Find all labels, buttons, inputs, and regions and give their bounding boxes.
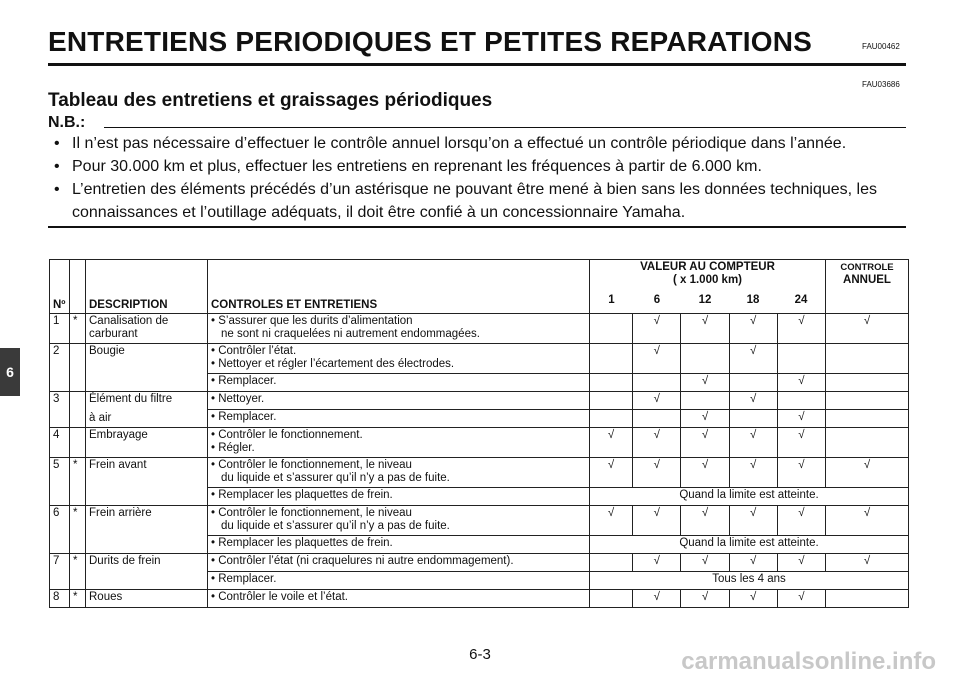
section-title: Tableau des entretiens et graissages périodiques <box>48 90 493 111</box>
header-annual <box>826 260 909 314</box>
cell-annual <box>826 410 909 428</box>
check-mark: √ <box>590 458 633 488</box>
row-controls: • Contrôler l’état (ni craquelures ni autre endommagement). <box>208 554 590 572</box>
row-no: 7 <box>50 554 70 590</box>
header-no: Nº <box>50 260 70 314</box>
row-controls: • Nettoyer. <box>208 392 590 410</box>
row-controls: • Remplacer. <box>208 572 590 590</box>
description-line: à air <box>89 412 112 424</box>
cell-1 <box>590 554 633 572</box>
table-row <box>50 506 909 536</box>
row-controls <box>208 344 590 374</box>
check-mark: √ <box>729 344 777 374</box>
check-mark: √ <box>633 344 681 374</box>
row-description <box>86 314 208 344</box>
table-row <box>50 314 909 344</box>
check-mark: √ <box>729 554 777 572</box>
watermark: carmanualsonline.info <box>681 648 936 675</box>
check-mark: √ <box>681 458 729 488</box>
control-line: • Contrôler le fonctionnement. <box>211 429 363 441</box>
check-mark: √ <box>633 554 681 572</box>
row-controls <box>208 458 590 488</box>
note-bottom-rule <box>48 226 906 228</box>
row-star: * <box>70 314 86 344</box>
header-meter <box>590 260 826 314</box>
maintenance-table <box>49 259 909 608</box>
cell-annual <box>826 374 909 392</box>
row-description: Frein arrière <box>86 506 208 554</box>
row-controls: • Remplacer les plaquettes de frein. <box>208 488 590 506</box>
check-mark: √ <box>777 428 825 458</box>
control-line: • Régler. <box>211 442 255 454</box>
interval-note: Quand la limite est atteinte. <box>590 536 909 554</box>
control-line: • S’assurer que les durits d’alimentation <box>211 315 413 327</box>
cell-12 <box>681 392 729 410</box>
meter-label: VALEUR AU COMPTEUR <box>640 261 775 273</box>
check-mark: √ <box>777 374 825 392</box>
check-mark: √ <box>590 428 633 458</box>
description-line: Élément du filtre <box>89 393 173 405</box>
title-rule <box>48 63 906 66</box>
row-description: Durits de frein <box>86 554 208 590</box>
control-line: ne sont ni craquelées ni autrement endommagées. <box>221 328 480 340</box>
table-row <box>50 392 909 410</box>
check-mark: √ <box>729 428 777 458</box>
note-label: N.B.: <box>48 114 86 131</box>
cell-1 <box>590 392 633 410</box>
control-line: • Contrôler l’état. <box>211 345 297 357</box>
check-mark: √ <box>633 428 681 458</box>
km-1: 1 <box>608 294 615 306</box>
check-mark: √ <box>826 554 909 572</box>
cell-12 <box>681 344 729 374</box>
row-no: 3 <box>50 392 70 428</box>
row-star <box>70 392 86 428</box>
cell-6 <box>633 410 681 428</box>
cell-1 <box>590 410 633 428</box>
check-mark: √ <box>826 314 909 344</box>
cell-6 <box>633 374 681 392</box>
interval-note: Quand la limite est atteinte. <box>590 488 909 506</box>
row-no: 2 <box>50 344 70 392</box>
check-mark: √ <box>826 506 909 536</box>
check-mark: √ <box>729 506 777 536</box>
reference-code: FAU00462 <box>862 42 900 51</box>
cell-annual <box>826 428 909 458</box>
check-mark: √ <box>729 392 777 410</box>
km-6: 6 <box>653 294 661 306</box>
check-mark: √ <box>633 392 681 410</box>
table-row <box>50 344 909 374</box>
check-mark: √ <box>633 590 681 608</box>
description-line: carburant <box>89 328 138 340</box>
interval-note: Tous les 4 ans <box>590 572 909 590</box>
cell-18 <box>729 410 777 428</box>
cell-18 <box>729 374 777 392</box>
header-controls: CONTROLES ET ENTRETIENS <box>208 260 590 314</box>
note-top-rule <box>104 127 906 128</box>
row-no: 6 <box>50 506 70 554</box>
check-mark: √ <box>777 458 825 488</box>
note-item: • L’entretien des éléments précédés d’un astérisque ne pouvant être mené à bien sans les données techniques, les connaissances et l’outillage adéquats, il doit être confié à un concessionnaire Yamaha. <box>48 178 908 224</box>
cell-24 <box>777 344 825 374</box>
section-reference-code: FAU03686 <box>862 80 900 89</box>
check-mark: √ <box>590 506 633 536</box>
row-no: 5 <box>50 458 70 506</box>
check-mark: √ <box>681 410 729 428</box>
annual-line-2: ANNUEL <box>843 274 891 286</box>
check-mark: √ <box>633 458 681 488</box>
page-title: ENTRETIENS PERIODIQUES ET PETITES REPARATIONS <box>48 26 813 57</box>
check-mark: √ <box>681 506 729 536</box>
cell-annual <box>826 344 909 374</box>
check-mark: √ <box>729 314 777 344</box>
cell-annual <box>826 590 909 608</box>
check-mark: √ <box>729 458 777 488</box>
check-mark: √ <box>681 374 729 392</box>
row-description: Roues <box>86 590 208 608</box>
control-line: • Contrôler le fonctionnement, le niveau <box>211 507 412 519</box>
km-18: 18 <box>746 294 760 306</box>
cell-1 <box>590 590 633 608</box>
table-row <box>50 458 909 488</box>
control-line: • Contrôler le fonctionnement, le niveau <box>211 459 412 471</box>
check-mark: √ <box>681 428 729 458</box>
check-mark: √ <box>633 506 681 536</box>
check-mark: √ <box>777 554 825 572</box>
note-item: • Pour 30.000 km et plus, effectuer les entretiens en reprenant les fréquences à partir de 6.000 km. <box>48 155 908 178</box>
cell-1 <box>590 314 633 344</box>
cell-24 <box>777 392 825 410</box>
chapter-tab: 6 <box>0 348 20 396</box>
note-item: • Il n’est pas nécessaire d’effectuer le contrôle annuel lorsqu’on a effectué un contrôle périodique dans l’année. <box>48 132 908 155</box>
row-star <box>70 344 86 392</box>
check-mark: √ <box>681 590 729 608</box>
check-mark: √ <box>633 314 681 344</box>
row-description <box>86 392 208 428</box>
row-star: * <box>70 590 86 608</box>
check-mark: √ <box>777 314 825 344</box>
check-mark: √ <box>681 314 729 344</box>
cell-annual <box>826 392 909 410</box>
description-line: Canalisation de <box>89 315 169 327</box>
header-star <box>70 260 86 314</box>
row-star: * <box>70 506 86 554</box>
control-line: du liquide et s’assurer qu’il n’y a pas de fuite. <box>221 472 450 484</box>
row-controls: • Remplacer. <box>208 374 590 392</box>
table-row <box>50 428 909 458</box>
control-line: • Nettoyer et régler l’écartement des électrodes. <box>211 358 455 370</box>
row-description: Embrayage <box>86 428 208 458</box>
cell-1 <box>590 344 633 374</box>
row-no: 4 <box>50 428 70 458</box>
row-description: Bougie <box>86 344 208 392</box>
row-controls: • Remplacer. <box>208 410 590 428</box>
meter-unit: ( x 1.000 km) <box>672 274 743 286</box>
check-mark: √ <box>681 554 729 572</box>
row-controls <box>208 314 590 344</box>
km-12: 12 <box>698 294 712 306</box>
row-no: 1 <box>50 314 70 344</box>
row-star: * <box>70 458 86 506</box>
row-no: 8 <box>50 590 70 608</box>
row-controls <box>208 428 590 458</box>
check-mark: √ <box>826 458 909 488</box>
header-description: DESCRIPTION <box>86 260 208 314</box>
note-list <box>48 132 908 224</box>
row-description: Frein avant <box>86 458 208 506</box>
page-number: 6-3 <box>469 646 491 663</box>
row-controls <box>208 506 590 536</box>
table-header-row <box>50 260 909 314</box>
check-mark: √ <box>777 506 825 536</box>
km-24: 24 <box>794 294 808 306</box>
control-line: du liquide et s’assurer qu’il n’y a pas de fuite. <box>221 520 450 532</box>
check-mark: √ <box>777 410 825 428</box>
row-controls: • Remplacer les plaquettes de frein. <box>208 536 590 554</box>
row-star <box>70 428 86 458</box>
row-controls: • Contrôler le voile et l’état. <box>208 590 590 608</box>
check-mark: √ <box>777 590 825 608</box>
annual-line-1: CONTROLE <box>840 262 894 273</box>
check-mark: √ <box>729 590 777 608</box>
table-row <box>50 554 909 572</box>
table-row <box>50 590 909 608</box>
row-star: * <box>70 554 86 590</box>
cell-1 <box>590 374 633 392</box>
